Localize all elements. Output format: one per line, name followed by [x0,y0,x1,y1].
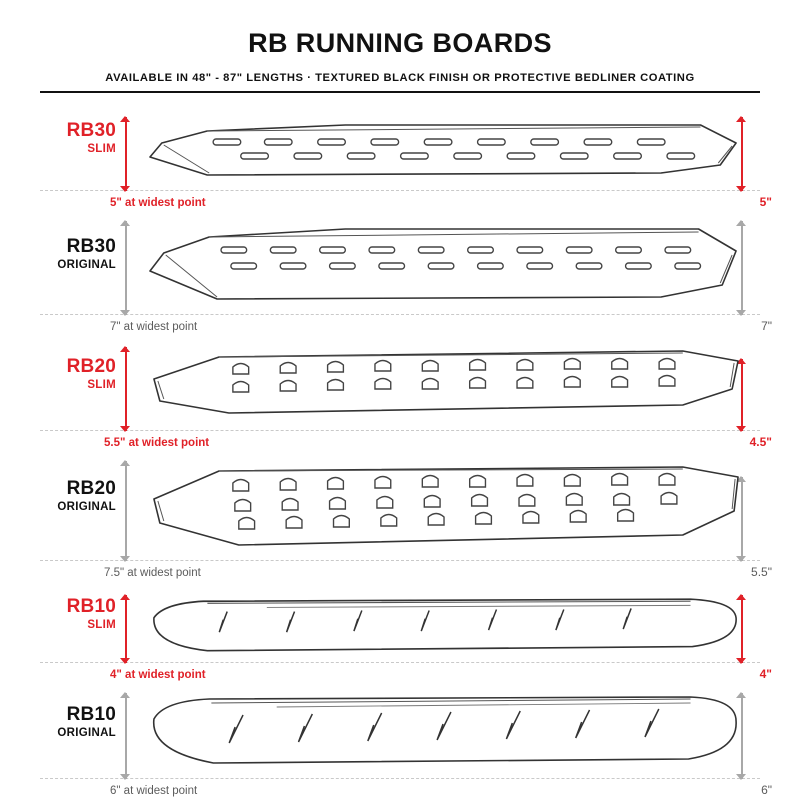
height-arrow-left [120,693,132,779]
row-label-rb30-slim [32,121,116,155]
model-name: RB30 [66,120,116,141]
row-baseline [40,560,760,561]
board-row-rb20-slim [0,339,800,449]
row-label-rb20-original [32,479,116,513]
height-measure-label: 5.5" [751,565,772,579]
row-label-rb10-original [32,705,116,739]
subtitle-container [40,72,760,93]
row-label-rb30-original [32,237,116,271]
board-row-rb30-original [0,215,800,333]
height-measure-label: 6" [761,783,772,797]
model-name: RB20 [66,478,116,499]
height-arrow-left [120,221,132,315]
row-baseline [40,662,760,663]
model-name: RB10 [66,704,116,725]
row-baseline [40,314,760,315]
model-name: RB20 [66,356,116,377]
board-row-rb30-slim [0,107,800,209]
height-measure-label: 5" [759,195,772,209]
board-rows [0,107,800,797]
model-variant: SLIM [87,618,116,631]
board-illustration-rb10-original [148,693,742,777]
height-measure-label: 4.5" [749,435,772,449]
height-arrow-left [120,117,132,191]
height-arrow-left [120,595,132,663]
header [0,0,800,93]
width-measure-label: 6" at widest point [110,785,198,797]
width-measure-label: 4" at widest point [110,669,206,681]
board-row-rb10-original [0,687,800,797]
row-baseline [40,430,760,431]
board-illustration-rb30-slim [148,113,740,189]
height-measure-label: 4" [759,667,772,681]
board-illustration-rb20-slim [150,343,742,429]
row-label-rb10-slim [32,597,116,631]
model-variant: SLIM [87,142,116,155]
row-baseline [40,778,760,779]
row-label-rb20-slim [32,357,116,391]
model-variant: ORIGINAL [57,258,116,271]
model-variant: ORIGINAL [57,726,116,739]
width-measure-label: 7" at widest point [110,321,198,333]
subtitle-text: AVAILABLE IN 48" - 87" LENGTHS · TEXTURED BLACK FINISH OR PROTECTIVE BEDLINER COATING [105,72,695,84]
width-measure-label: 7.5" at widest point [104,567,201,579]
height-arrow-left [120,347,132,431]
width-measure-label: 5.5" at widest point [104,437,210,449]
model-name: RB30 [66,236,116,257]
board-illustration-rb30-original [148,219,740,313]
board-illustration-rb20-original [150,459,742,559]
row-baseline [40,190,760,191]
page-title: RB RUNNING BOARDS [248,28,552,58]
board-row-rb10-slim [0,585,800,681]
height-measure-label: 7" [761,319,772,333]
height-arrow-left [120,461,132,561]
board-row-rb20-original [0,455,800,579]
model-name: RB10 [66,596,116,617]
board-illustration-rb10-slim [148,593,742,661]
model-variant: ORIGINAL [57,500,116,513]
model-variant: SLIM [87,378,116,391]
width-measure-label: 5" at widest point [110,197,206,209]
